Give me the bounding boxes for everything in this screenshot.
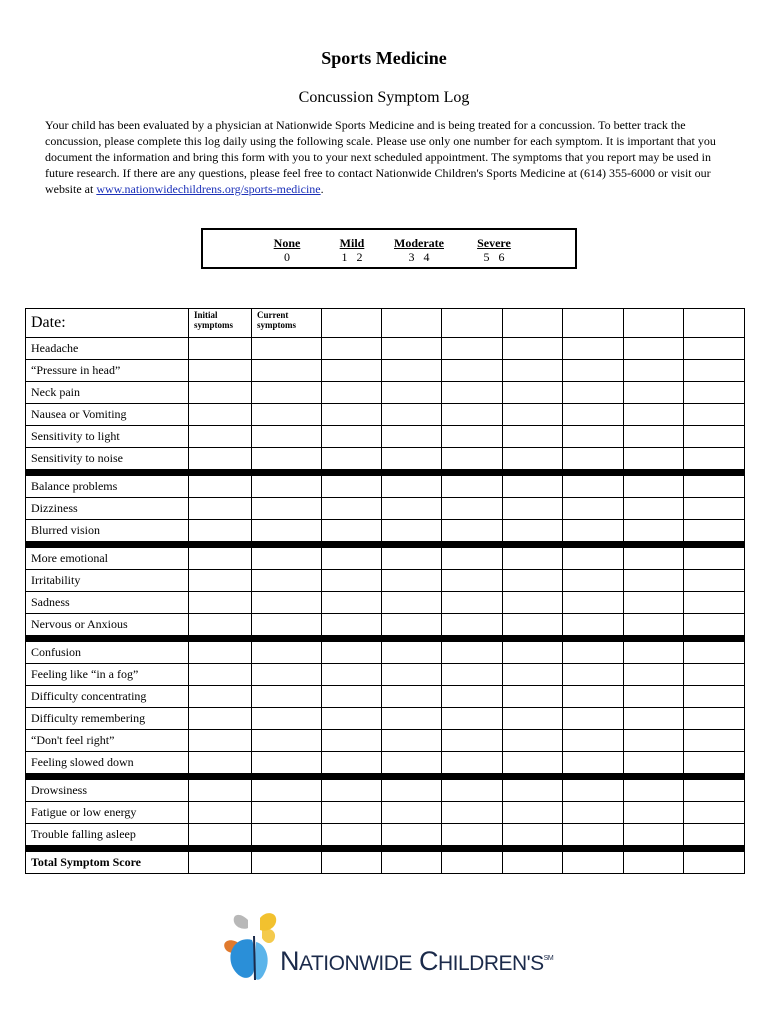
table-row <box>26 448 745 470</box>
entry-cell[interactable] <box>624 426 684 448</box>
symptom-label: Sadness <box>26 592 189 614</box>
entry-cell[interactable] <box>322 404 382 426</box>
page-subtitle: Concussion Symptom Log <box>298 89 470 106</box>
entry-cell[interactable] <box>252 548 322 570</box>
entry-cell[interactable] <box>503 360 563 382</box>
entry-cell[interactable] <box>189 642 252 664</box>
entry-cell[interactable] <box>624 752 684 774</box>
entry-cell[interactable] <box>503 520 563 542</box>
entry-cell[interactable] <box>189 852 252 874</box>
entry-cell[interactable] <box>189 614 252 636</box>
entry-cell[interactable] <box>684 448 745 470</box>
entry-cell[interactable] <box>442 642 503 664</box>
entry-cell[interactable] <box>189 780 252 802</box>
table-row <box>26 708 745 730</box>
entry-cell[interactable] <box>624 520 684 542</box>
entry-cell[interactable] <box>684 426 745 448</box>
website-link[interactable]: www.nationwidechildrens.org/sports-medicine <box>96 182 321 196</box>
entry-cell[interactable] <box>322 382 382 404</box>
entry-cell[interactable] <box>503 686 563 708</box>
entry-cell[interactable] <box>563 520 624 542</box>
entry-cell[interactable] <box>624 404 684 426</box>
entry-cell[interactable] <box>382 498 442 520</box>
symptom-label: More emotional <box>26 548 189 570</box>
entry-cell[interactable] <box>442 686 503 708</box>
entry-cell[interactable] <box>252 404 322 426</box>
entry-cell[interactable] <box>503 548 563 570</box>
entry-cell[interactable] <box>322 780 382 802</box>
entry-cell[interactable] <box>684 780 745 802</box>
entry-cell[interactable] <box>189 802 252 824</box>
entry-cell[interactable] <box>563 448 624 470</box>
entry-cell[interactable] <box>322 614 382 636</box>
table-row <box>26 686 745 708</box>
entry-cell[interactable] <box>563 382 624 404</box>
entry-cell[interactable] <box>563 752 624 774</box>
scale-values: 1 2 <box>341 250 363 264</box>
entry-cell[interactable] <box>624 686 684 708</box>
entry-cell[interactable] <box>252 708 322 730</box>
entry-cell[interactable] <box>189 686 252 708</box>
scale-values: 5 6 <box>483 250 505 264</box>
symptom-label: Sensitivity to noise <box>26 448 189 470</box>
date-header: Date: <box>26 309 189 338</box>
entry-cell[interactable] <box>684 570 745 592</box>
scale-label: Severe <box>477 236 511 250</box>
entry-cell[interactable] <box>442 824 503 846</box>
entry-cell[interactable] <box>563 338 624 360</box>
entry-cell[interactable] <box>563 548 624 570</box>
scale-moderate <box>388 236 450 264</box>
total-row <box>26 852 745 874</box>
entry-cell[interactable] <box>684 752 745 774</box>
entry-cell[interactable] <box>322 338 382 360</box>
scale-label: Moderate <box>394 236 444 250</box>
table-row <box>26 360 745 382</box>
entry-cell[interactable] <box>563 614 624 636</box>
entry-cell[interactable] <box>252 520 322 542</box>
entry-cell[interactable] <box>382 404 442 426</box>
entry-cell[interactable] <box>624 548 684 570</box>
entry-cell[interactable] <box>503 664 563 686</box>
entry-cell[interactable] <box>563 802 624 824</box>
entry-cell[interactable] <box>442 708 503 730</box>
entry-cell[interactable] <box>382 548 442 570</box>
entry-cell[interactable] <box>624 802 684 824</box>
symptom-label: Nervous or Anxious <box>26 614 189 636</box>
entry-cell[interactable] <box>382 642 442 664</box>
entry-cell[interactable] <box>189 426 252 448</box>
entry-cell[interactable] <box>189 708 252 730</box>
entry-cell[interactable] <box>322 752 382 774</box>
entry-cell[interactable] <box>252 338 322 360</box>
symptom-label: Neck pain <box>26 382 189 404</box>
entry-cell[interactable] <box>563 780 624 802</box>
entry-cell[interactable] <box>382 476 442 498</box>
entry-cell[interactable] <box>503 642 563 664</box>
entry-cell[interactable] <box>684 642 745 664</box>
entry-cell[interactable] <box>624 570 684 592</box>
entry-cell[interactable] <box>684 548 745 570</box>
entry-cell[interactable] <box>624 360 684 382</box>
entry-cell[interactable] <box>322 548 382 570</box>
intro-text: Your child has been evaluated by a physician at Nationwide Sports Medicine and is being treated for a concussion. To better track the concussion, please complete this log daily using the following scale. Please use only one number for each symptom. It is important that you document the information and bring this form with you to your next scheduled appointment. The symptoms that you report may be used in future research. If there are any questions, please feel free to contact Nationwide Children's Sports Medicine at (614) 355-6000 or visit our website at <box>45 118 716 196</box>
entry-cell[interactable] <box>684 730 745 752</box>
page-title: Sports Medicine <box>321 48 447 68</box>
entry-cell[interactable] <box>624 498 684 520</box>
date-entry-cell[interactable] <box>442 309 503 338</box>
symptom-label: Headache <box>26 338 189 360</box>
entry-cell[interactable] <box>189 520 252 542</box>
entry-cell[interactable] <box>503 730 563 752</box>
entry-cell[interactable] <box>189 382 252 404</box>
table-row <box>26 382 745 404</box>
logo-letter: C <box>418 946 438 976</box>
entry-cell[interactable] <box>503 824 563 846</box>
symptom-label: Dizziness <box>26 498 189 520</box>
entry-cell[interactable] <box>624 824 684 846</box>
service-mark: SM <box>543 955 554 962</box>
entry-cell[interactable] <box>442 426 503 448</box>
entry-cell[interactable] <box>382 448 442 470</box>
entry-cell[interactable] <box>382 614 442 636</box>
entry-cell[interactable] <box>382 780 442 802</box>
entry-cell[interactable] <box>503 592 563 614</box>
symptom-label: Sensitivity to light <box>26 426 189 448</box>
table-row <box>26 520 745 542</box>
entry-cell[interactable] <box>252 614 322 636</box>
entry-cell[interactable] <box>624 780 684 802</box>
table-row <box>26 570 745 592</box>
entry-cell[interactable] <box>442 360 503 382</box>
entry-cell[interactable] <box>382 426 442 448</box>
entry-cell[interactable] <box>189 498 252 520</box>
entry-cell[interactable] <box>442 752 503 774</box>
entry-cell[interactable] <box>322 360 382 382</box>
scale-values: 3 4 <box>408 250 430 264</box>
current-symptoms-header: Current symptoms <box>252 309 322 338</box>
scale-none <box>267 236 307 264</box>
entry-cell[interactable] <box>624 476 684 498</box>
table-row <box>26 338 745 360</box>
symptom-label: Drowsiness <box>26 780 189 802</box>
entry-cell[interactable] <box>382 708 442 730</box>
entry-cell[interactable] <box>322 642 382 664</box>
entry-cell[interactable] <box>382 570 442 592</box>
entry-cell[interactable] <box>189 404 252 426</box>
total-score-label: Total Symptom Score <box>26 852 189 874</box>
entry-cell[interactable] <box>252 686 322 708</box>
entry-cell[interactable] <box>252 730 322 752</box>
symptom-label: Difficulty remembering <box>26 708 189 730</box>
date-entry-cell[interactable] <box>382 309 442 338</box>
entry-cell[interactable] <box>503 382 563 404</box>
entry-cell[interactable] <box>442 448 503 470</box>
entry-cell[interactable] <box>684 520 745 542</box>
entry-cell[interactable] <box>252 824 322 846</box>
table-row <box>26 592 745 614</box>
entry-cell[interactable] <box>382 592 442 614</box>
date-entry-cell[interactable] <box>684 309 745 338</box>
intro-paragraph <box>45 117 733 197</box>
entry-cell[interactable] <box>322 664 382 686</box>
entry-cell[interactable] <box>563 730 624 752</box>
table-row <box>26 404 745 426</box>
symptom-label: Confusion <box>26 642 189 664</box>
entry-cell[interactable] <box>189 476 252 498</box>
logo-letter: N <box>280 946 299 976</box>
symptom-label: Irritability <box>26 570 189 592</box>
entry-cell[interactable] <box>684 382 745 404</box>
entry-cell[interactable] <box>382 664 442 686</box>
entry-cell[interactable] <box>563 592 624 614</box>
table-row <box>26 802 745 824</box>
entry-cell[interactable] <box>563 642 624 664</box>
entry-cell[interactable] <box>563 498 624 520</box>
entry-cell[interactable] <box>322 592 382 614</box>
table-row <box>26 642 745 664</box>
entry-cell[interactable] <box>442 520 503 542</box>
entry-cell[interactable] <box>624 382 684 404</box>
symptom-label: Difficulty concentrating <box>26 686 189 708</box>
entry-cell[interactable] <box>503 404 563 426</box>
entry-cell[interactable] <box>322 520 382 542</box>
entry-cell[interactable] <box>503 780 563 802</box>
entry-cell[interactable] <box>252 642 322 664</box>
entry-cell[interactable] <box>563 570 624 592</box>
entry-cell[interactable] <box>503 498 563 520</box>
date-entry-cell[interactable] <box>322 309 382 338</box>
entry-cell[interactable] <box>189 448 252 470</box>
entry-cell[interactable] <box>322 448 382 470</box>
date-entry-cell[interactable] <box>563 309 624 338</box>
entry-cell[interactable] <box>382 360 442 382</box>
entry-cell[interactable] <box>252 476 322 498</box>
entry-cell[interactable] <box>624 852 684 874</box>
entry-cell[interactable] <box>442 614 503 636</box>
entry-cell[interactable] <box>252 592 322 614</box>
entry-cell[interactable] <box>322 802 382 824</box>
entry-cell[interactable] <box>382 852 442 874</box>
entry-cell[interactable] <box>684 592 745 614</box>
entry-cell[interactable] <box>503 614 563 636</box>
entry-cell[interactable] <box>624 614 684 636</box>
entry-cell[interactable] <box>684 338 745 360</box>
entry-cell[interactable] <box>252 426 322 448</box>
symptom-label: Feeling slowed down <box>26 752 189 774</box>
entry-cell[interactable] <box>322 824 382 846</box>
entry-cell[interactable] <box>382 382 442 404</box>
symptom-log-table <box>25 308 745 874</box>
symptom-label: “Pressure in head” <box>26 360 189 382</box>
entry-cell[interactable] <box>442 780 503 802</box>
scale-severe <box>469 236 519 264</box>
nationwide-childrens-logo <box>218 910 558 992</box>
entry-cell[interactable] <box>624 730 684 752</box>
entry-cell[interactable] <box>252 570 322 592</box>
table-row <box>26 614 745 636</box>
entry-cell[interactable] <box>503 476 563 498</box>
entry-cell[interactable] <box>252 852 322 874</box>
entry-cell[interactable] <box>322 686 382 708</box>
scale-label: None <box>273 236 301 250</box>
symptom-label: Fatigue or low energy <box>26 802 189 824</box>
entry-cell[interactable] <box>442 570 503 592</box>
entry-cell[interactable] <box>442 476 503 498</box>
entry-cell[interactable] <box>322 426 382 448</box>
entry-cell[interactable] <box>563 708 624 730</box>
table-row <box>26 476 745 498</box>
entry-cell[interactable] <box>322 730 382 752</box>
entry-cell[interactable] <box>252 382 322 404</box>
entry-cell[interactable] <box>684 708 745 730</box>
entry-cell[interactable] <box>382 338 442 360</box>
entry-cell[interactable] <box>252 664 322 686</box>
logo-word-rest: HILDREN'S <box>437 952 544 975</box>
entry-cell[interactable] <box>382 824 442 846</box>
entry-cell[interactable] <box>382 520 442 542</box>
entry-cell[interactable] <box>563 824 624 846</box>
entry-cell[interactable] <box>684 360 745 382</box>
entry-cell[interactable] <box>624 642 684 664</box>
entry-cell[interactable] <box>189 570 252 592</box>
entry-cell[interactable] <box>442 592 503 614</box>
scale-mild <box>330 236 374 264</box>
symptom-label: Balance problems <box>26 476 189 498</box>
entry-cell[interactable] <box>563 426 624 448</box>
rating-scale-box <box>201 228 577 269</box>
entry-cell[interactable] <box>624 592 684 614</box>
entry-cell[interactable] <box>189 730 252 752</box>
symptom-label: Feeling like “in a fog” <box>26 664 189 686</box>
entry-cell[interactable] <box>503 570 563 592</box>
entry-cell[interactable] <box>442 664 503 686</box>
table-row <box>26 548 745 570</box>
entry-cell[interactable] <box>382 752 442 774</box>
entry-cell[interactable] <box>189 338 252 360</box>
entry-cell[interactable] <box>442 852 503 874</box>
entry-cell[interactable] <box>563 360 624 382</box>
entry-cell[interactable] <box>684 664 745 686</box>
logo-word-rest: ATIONWIDE <box>299 952 412 975</box>
entry-cell[interactable] <box>322 476 382 498</box>
table-row <box>26 752 745 774</box>
entry-cell[interactable] <box>624 448 684 470</box>
entry-cell[interactable] <box>503 426 563 448</box>
entry-cell[interactable] <box>189 752 252 774</box>
entry-cell[interactable] <box>322 708 382 730</box>
entry-cell[interactable] <box>442 730 503 752</box>
entry-cell[interactable] <box>189 360 252 382</box>
table-row <box>26 664 745 686</box>
logo-wordmark <box>280 946 553 977</box>
symptom-label: Trouble falling asleep <box>26 824 189 846</box>
entry-cell[interactable] <box>382 686 442 708</box>
table-row <box>26 498 745 520</box>
table-header-row <box>26 309 745 338</box>
date-entry-cell[interactable] <box>503 309 563 338</box>
entry-cell[interactable] <box>252 360 322 382</box>
entry-cell[interactable] <box>442 382 503 404</box>
entry-cell[interactable] <box>563 476 624 498</box>
entry-cell[interactable] <box>442 338 503 360</box>
entry-cell[interactable] <box>624 338 684 360</box>
entry-cell[interactable] <box>503 338 563 360</box>
entry-cell[interactable] <box>503 752 563 774</box>
entry-cell[interactable] <box>503 802 563 824</box>
entry-cell[interactable] <box>442 548 503 570</box>
initial-symptoms-header: Initial symptoms <box>189 309 252 338</box>
entry-cell[interactable] <box>442 498 503 520</box>
entry-cell[interactable] <box>252 802 322 824</box>
entry-cell[interactable] <box>252 498 322 520</box>
entry-cell[interactable] <box>684 824 745 846</box>
intro-end: . <box>320 182 324 196</box>
entry-cell[interactable] <box>684 476 745 498</box>
entry-cell[interactable] <box>684 852 745 874</box>
table-row <box>26 780 745 802</box>
entry-cell[interactable] <box>684 686 745 708</box>
entry-cell[interactable] <box>624 664 684 686</box>
entry-cell[interactable] <box>322 570 382 592</box>
entry-cell[interactable] <box>563 686 624 708</box>
entry-cell[interactable] <box>503 852 563 874</box>
table-row <box>26 730 745 752</box>
entry-cell[interactable] <box>382 802 442 824</box>
entry-cell[interactable] <box>563 664 624 686</box>
date-entry-cell[interactable] <box>624 309 684 338</box>
entry-cell[interactable] <box>684 404 745 426</box>
entry-cell[interactable] <box>189 592 252 614</box>
entry-cell[interactable] <box>442 802 503 824</box>
entry-cell[interactable] <box>442 404 503 426</box>
entry-cell[interactable] <box>684 498 745 520</box>
entry-cell[interactable] <box>322 852 382 874</box>
table-row <box>26 824 745 846</box>
entry-cell[interactable] <box>322 498 382 520</box>
entry-cell[interactable] <box>503 448 563 470</box>
symptom-label: Nausea or Vomiting <box>26 404 189 426</box>
table-row <box>26 426 745 448</box>
entry-cell[interactable] <box>252 752 322 774</box>
entry-cell[interactable] <box>563 852 624 874</box>
entry-cell[interactable] <box>252 780 322 802</box>
entry-cell[interactable] <box>189 548 252 570</box>
entry-cell[interactable] <box>382 730 442 752</box>
symptom-label: Blurred vision <box>26 520 189 542</box>
entry-cell[interactable] <box>624 708 684 730</box>
entry-cell[interactable] <box>252 448 322 470</box>
entry-cell[interactable] <box>684 614 745 636</box>
scale-values: 0 <box>284 250 290 264</box>
scale-label: Mild <box>339 236 365 250</box>
entry-cell[interactable] <box>189 824 252 846</box>
entry-cell[interactable] <box>503 708 563 730</box>
symptom-label: “Don't feel right” <box>26 730 189 752</box>
entry-cell[interactable] <box>684 802 745 824</box>
entry-cell[interactable] <box>563 404 624 426</box>
entry-cell[interactable] <box>189 664 252 686</box>
